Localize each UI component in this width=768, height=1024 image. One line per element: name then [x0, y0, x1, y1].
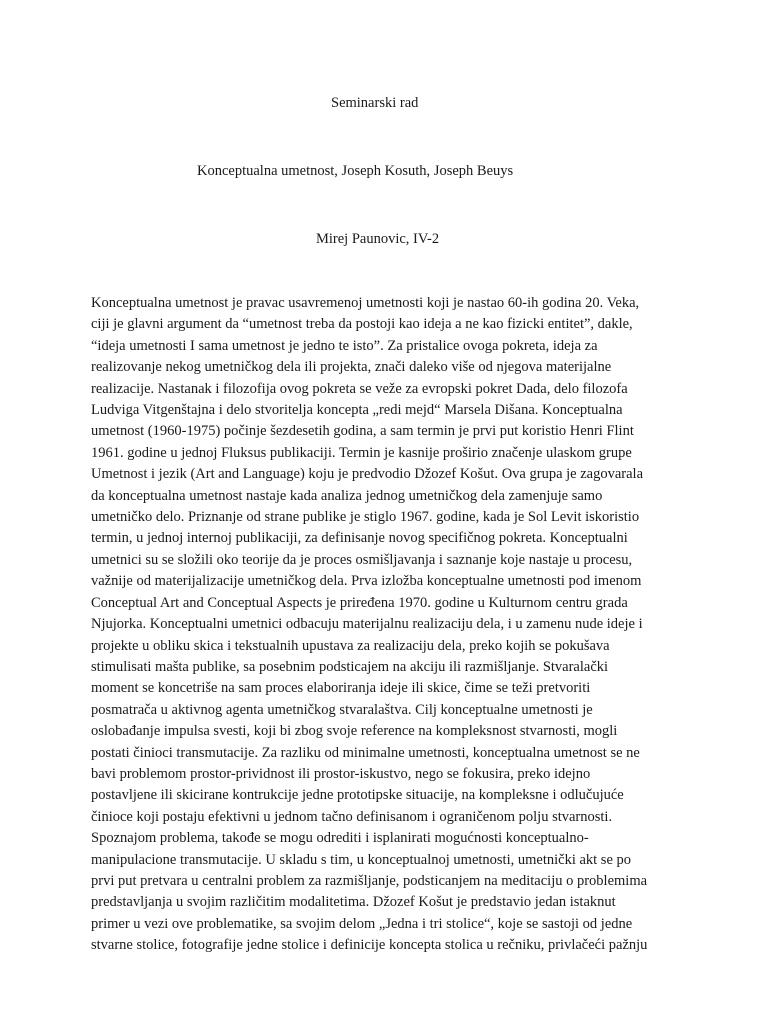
body-line: postati činioci transmutacije. Za razliku od minimalne umetnosti, konceptualna umetnost se ne: [91, 744, 640, 761]
body-line: oslobađanje impulsa svesti, koji bi zbog svoje reference na kompleksnost stvarnosti, mogli: [91, 723, 618, 740]
body-line: Spoznajom problema, takođe se mogu odrediti i isplanirati mogućnosti konceptualno-: [91, 830, 589, 847]
body-line: bavi problemom prostor-prividnost ili prostor-iskustvo, nego se fokusira, preko idejno: [91, 765, 591, 782]
body-line: važnije od materijalizacije umetničkog dela. Prva izložba konceptualne umetnosti pod imenom: [91, 573, 642, 590]
body-line: realizacije. Nastanak i filozofija ovog pokreta se veže za evropski pokret Dada, delo filozofa: [91, 380, 628, 397]
body-line: Konceptualna umetnost je pravac usavremenoj umetnosti koji je nastao 60-ih godina 20. Veka,: [91, 295, 640, 311]
body-line: “ideja umetnosti I sama umetnost je jedno te isto”. Za pristalice ovoga pokreta, ideja za: [91, 337, 598, 354]
body-line: stvarne stolice, fotografije jedne stolice i definicije koncepta stolica u rečniku, privlačeći pažnju: [91, 937, 648, 954]
body-line: Umetnost i jezik (Art and Language) koju je predvodio Džozef Košut. Ova grupa je zagovarala: [91, 466, 644, 483]
body-line: primer u vezi ove problematike, sa svojim delom „Jedna i tri stolice“, koje se sastoji od jedne: [91, 915, 633, 932]
body-line: umetnost (1960-1975) počinje šezdesetih godina, a sam termin je prvi put koristio Henri Flint: [91, 423, 634, 440]
body-line: manipulacione transmutacije. U skladu s tim, u konceptualnoj umetnosti, umetnički akt se po: [91, 851, 632, 868]
body-line: stimulisati mašta publike, sa posebnim podsticajem na akciju ili razmišljanje. Stvaralački: [91, 658, 609, 675]
body-line: Ludviga Vitgenštajna i delo stvoritelja koncepta „redi mejd“ Marsela Dišana. Konceptualna: [91, 402, 623, 419]
body-line: postavljene ili skicirane kontrukcije jedne prototipske situacije, na kompleksne i odlučujuće: [91, 787, 624, 804]
body-line: umetnici su se složili oko teorije da je proces osmišljavanja i saznanje koje nastaje u procesu,: [91, 551, 633, 568]
body-line: Conceptual Art and Conceptual Aspects je priređena 1970. godine u Kulturnom centru grada: [91, 594, 628, 611]
body-line: termin, u jednoj internoj publikaciji, za definisanje novog specifičnog pokreta. Konceptualni: [91, 530, 628, 547]
body-line: projekte u obliku skica i tekstualnih upustava za realizaciju dela, preko kojih se pokušava: [91, 637, 610, 654]
body-line: realizovanje nekog umetničkog dela ili projekta, znači daleko više od njegova materijalne: [91, 359, 612, 376]
document-title: Konceptualna umetnost, Joseph Kosuth, Joseph Beuys: [197, 163, 514, 179]
body-line: Njujorka. Konceptualni umetnici odbacuju materijalnu realizaciju dela, i u zamenu nude ideje i: [91, 616, 643, 633]
document-type-heading: Seminarski rad: [331, 95, 419, 111]
body-line: ciji je glavni argument da “umetnost treba da postoji kao ideja a ne kao fizicki entitet”, dakle,: [91, 316, 633, 333]
body-line: predstavljanja u svojim različitim modalitetima. Džozef Košut je predstavio jedan istaknut: [91, 894, 616, 911]
body-line: moment se koncetriše na sam proces elaboriranja ideje ili skice, čime se teži pretvoriti: [91, 680, 591, 697]
body-line: da konceptualna umetnost nastaje kada analiza jednog umetničkog dela zamenjuje samo: [91, 487, 603, 504]
body-line: umetničko delo. Priznanje od strane publike je stiglo 1967. godine, kada je Sol Levit iskoristio: [91, 509, 640, 526]
body-paragraph: [91, 293, 681, 957]
body-line: posmatrača u aktivnog agenta umetničkog stvaralaštva. Cilj konceptualne umetnosti je: [91, 701, 593, 718]
body-line: 1961. godine u jednoj Fluksus publikaciji. Termin je kasnije proširio značenje ulaskom grupe: [91, 444, 632, 461]
author-line: Mirej Paunovic, IV-2: [316, 231, 440, 247]
body-line: činioce koji postaju efektivni u jednom tačno definisanom i ograničenom polju stvarnosti.: [91, 808, 613, 825]
body-line: prvi put pretvara u centralni problem za razmišljanje, podsticanjem na meditaciju o problemima: [91, 872, 648, 889]
